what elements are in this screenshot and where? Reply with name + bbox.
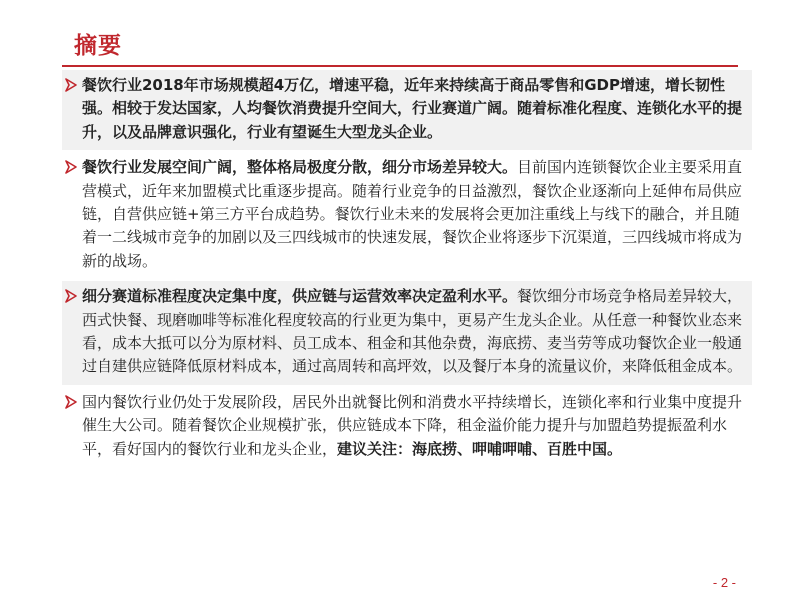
summary-paragraph-3 <box>62 281 752 385</box>
arrow-right-outline-icon <box>65 160 77 174</box>
paragraph-1-bold: 餐饮行业2018年市场规模超4万亿，增速平稳，近年来持续高于商品零售和GDP增速，增长韧性强。相较于发达国家，人均餐饮消费提升空间大，行业赛道广阔。随着标准化程度、连锁化水平的提升，以及品牌意识强化，行业有望诞生大型龙头企业。 <box>82 76 743 141</box>
paragraph-3-text: 餐饮细分市场竞争格局差异较大，西式快餐、现磨咖啡等标准化程度较高的行业更为集中，更易产生龙头企业。从任意一种餐饮业态来看，成本大抵可以分为原材料、员工成本、租金和其他杂费，海底捞、麦当劳等成功餐饮企业一般通过自建供应链降低原材料成本，通过高周转和高坪效，以及餐厅本身的流量议价，来降低租金成本。 <box>82 287 743 376</box>
page-number: - 2 - <box>712 575 736 590</box>
arrow-right-outline-icon <box>65 289 77 303</box>
arrow-right-outline-icon <box>65 395 77 409</box>
title-divider <box>62 65 738 67</box>
summary-paragraph-4 <box>62 387 752 467</box>
summary-paragraph-2 <box>62 152 752 279</box>
paragraph-4-text: 国内餐饮行业仍处于发展阶段，居民外出就餐比例和消费水平持续增长，连锁化率和行业集中度提升催生大公司。随着餐饮企业规模扩张，供应链成本下降，租金溢价能力提升与加盟趋势提振盈利水平，看好国内的餐饮行业和龙头企业， <box>82 392 743 458</box>
paragraph-3-bold: 细分赛道标准程度决定集中度，供应链与运营效率决定盈利水平。 <box>82 287 518 306</box>
page-title: 摘要 <box>74 33 122 59</box>
arrow-right-outline-icon <box>65 78 77 92</box>
summary-paragraph-1 <box>62 70 752 150</box>
paragraph-2-bold: 餐饮行业发展空间广阔，整体格局极度分散，细分市场差异较大。 <box>82 158 518 177</box>
paragraph-2-text: 目前国内连锁餐饮企业主要采用直营模式，近年来加盟模式比重逐步提高。随着行业竞争的日益激烈，餐饮企业逐渐向上延伸布局供应链，自营供应链+第三方平台成趋势。餐饮行业未来的发展将会更加注重线上与线下的融合，并且随着一二线城市竞争的加剧以及三四线城市的快速发展，餐饮企业将逐步下沉渠道，三四线城市将成为新的战场。 <box>82 158 743 270</box>
summary-content <box>62 70 752 467</box>
paragraph-4-bold: 建议关注：海底捞、呷哺呷哺、百胜中国。 <box>337 439 623 458</box>
